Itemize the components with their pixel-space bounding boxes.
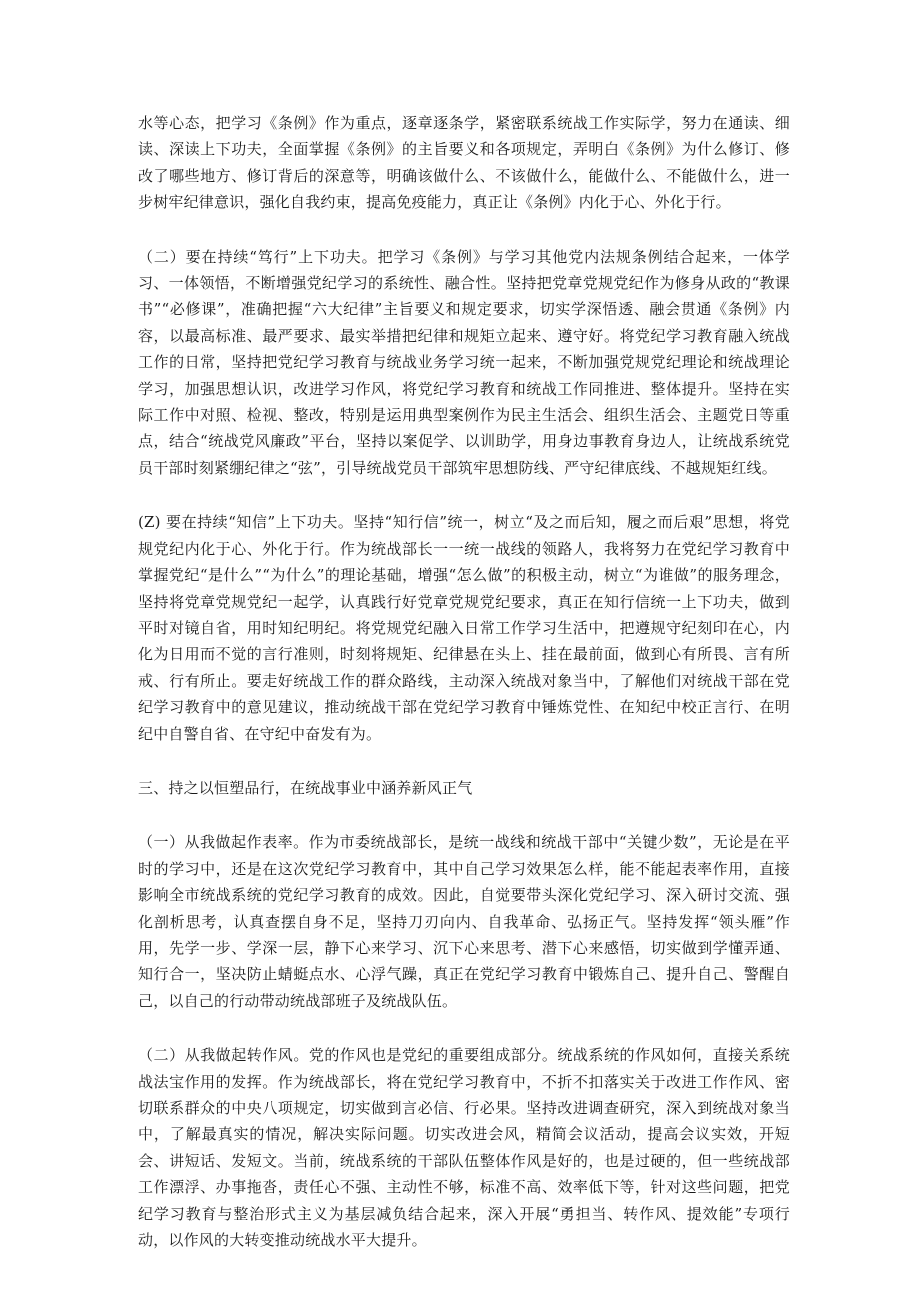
paragraph-practice: （二）要在持续“笃行”上下功夫。把学习《条例》与学习其他党内法规条例结合起来，一体学习、一体领悟，不断增强党纪学习的系统性、融合性。坚持把党章党规党纪作为修身从政的“教课书”“必修课”，准确把握“六大纪律”主旨要义和规定要求，切实学深悟透、融会贯通《条例》内容，以最高标准、最严要求、最实举措把纪律和规矩立起来、遵守好。将党纪学习教育融入统战工作的日常，坚持把党纪学习教育与统战业务学习统一起来，不断加强党规党纪理论和统战理论学习，加强思想认识，改进学习作风，将党纪学习教育和统战工作同推进、整体提升。坚持在实际工作中对照、检视、整改，特别是运用典型案例作为民主生活会、组织生活会、主题党日等重点，结合“统战党风廉政”平台，坚持以案促学、以训助学，用身边事教育身边人，让统战系统党员干部时刻紧绷纪律之“弦”，引导统战党员干部筑牢思想防线、严守纪律底线、不越规矩红线。 — [138, 247, 790, 477]
section-heading-three: 三、持之以恒塑品行，在统战事业中涵养新风正气 — [138, 778, 473, 797]
paragraph-change-style: （二）从我做起转作风。党的作风也是党纪的重要组成部分。统战系统的作风如何，直接关系统战法宝作用的发挥。作为统战部长，将在党纪学习教育中，不折不扣落实关于改进工作作风、密切联系群众的中央八项规定，切实做到言必信、行必果。坚持改进调查研究，深入到统战对象当中，了解最真实的情况，解决实际问题。切实改进会风，精简会议活动，提高会议实效，开短会、讲短话、发短文。当前，统战系统的干部队伍整体作风是好的，也是过硬的，但一些统战部工作漂浮、办事拖沓，责任心不强、主动性不够，标准不高、效率低下等，针对这些问题，把党纪学习教育与整治形式主义为基层减负结合起来，深入开展“勇担当、转作风、提效能”专项行动，以作风的大转变推动统战水平大提升。 — [138, 1046, 790, 1250]
paragraph-lead-by-example: （一）从我做起作表率。作为市委统战部长，是统一战线和统战干部中“关键少数”，无论是在平时的学习中，还是在这次党纪学习教育中，其中自己学习效果怎么样，能不能起表率作用，直接影响全市统战系统的党纪学习教育的成效。因此，自觉要带头深化党纪学习、深入研讨交流、强化剖析思考，认真查摆自身不足，坚持刀刃向内、自我革命、弘扬正气。坚持发挥“领头雁”作用，先学一步、学深一层，静下心来学习、沉下心来思考、潜下心来感悟，切实做到学懂弄通、知行合一，坚决防止蜻蜓点水、心浮气躁，真正在党纪学习教育中锻炼自己、提升自己、警醒自己，以自己的行动带动统战部班子及统战队伍。 — [138, 833, 790, 1010]
document-page — [138, 110, 790, 1281]
paragraph-study-regulations: 水等心态，把学习《条例》作为重点，逐章逐条学，紧密联系统战工作实际学，努力在通读、细读、深读上下功夫，全面掌握《条例》的主旨要义和各项规定，弄明白《条例》为什么修订、修改了哪些地方、修订背后的深意等，明确该做什么、不该做什么，能做什么、不能做什么，进一步树牢纪律意识，强化自我约束，提高免疫能力，真正让《条例》内化于心、外化于行。 — [138, 114, 790, 212]
paragraph-knowledge-belief: (Z) 要在持续“知信”上下功夫。坚持“知行信”统一，树立“及之而后知，履之而后艰”思想，将党规党纪内化于心、外化于行。作为统战部长一一统一战线的领路人，我将努力在党纪学习教育中掌握党纪“是什么”“为什么”的理论基础，增强“怎么做”的积极主动，树立“为谁做”的服务理念，坚持将党章党规党纪一起学，认真践行好党章党规党纪要求，真正在知行信统一上下功夫，做到平时对镜自省，用时知纪明纪。将党规党纪融入日常工作学习生活中，把遵规守纪刻印在心，内化为日用而不觉的言行准则，时刻将规矩、纪律悬在头上、挂在最前面，做到心有所畏、言有所戒、行有所止。要走好统战工作的群众路线，主动深入统战对象当中，了解他们对统战干部在党纪学习教育中的意见建议，推动统战干部在党纪学习教育中锤炼党性、在知纪中校正言行、在明纪中自警自省、在守纪中奋发有为。 — [138, 513, 790, 743]
